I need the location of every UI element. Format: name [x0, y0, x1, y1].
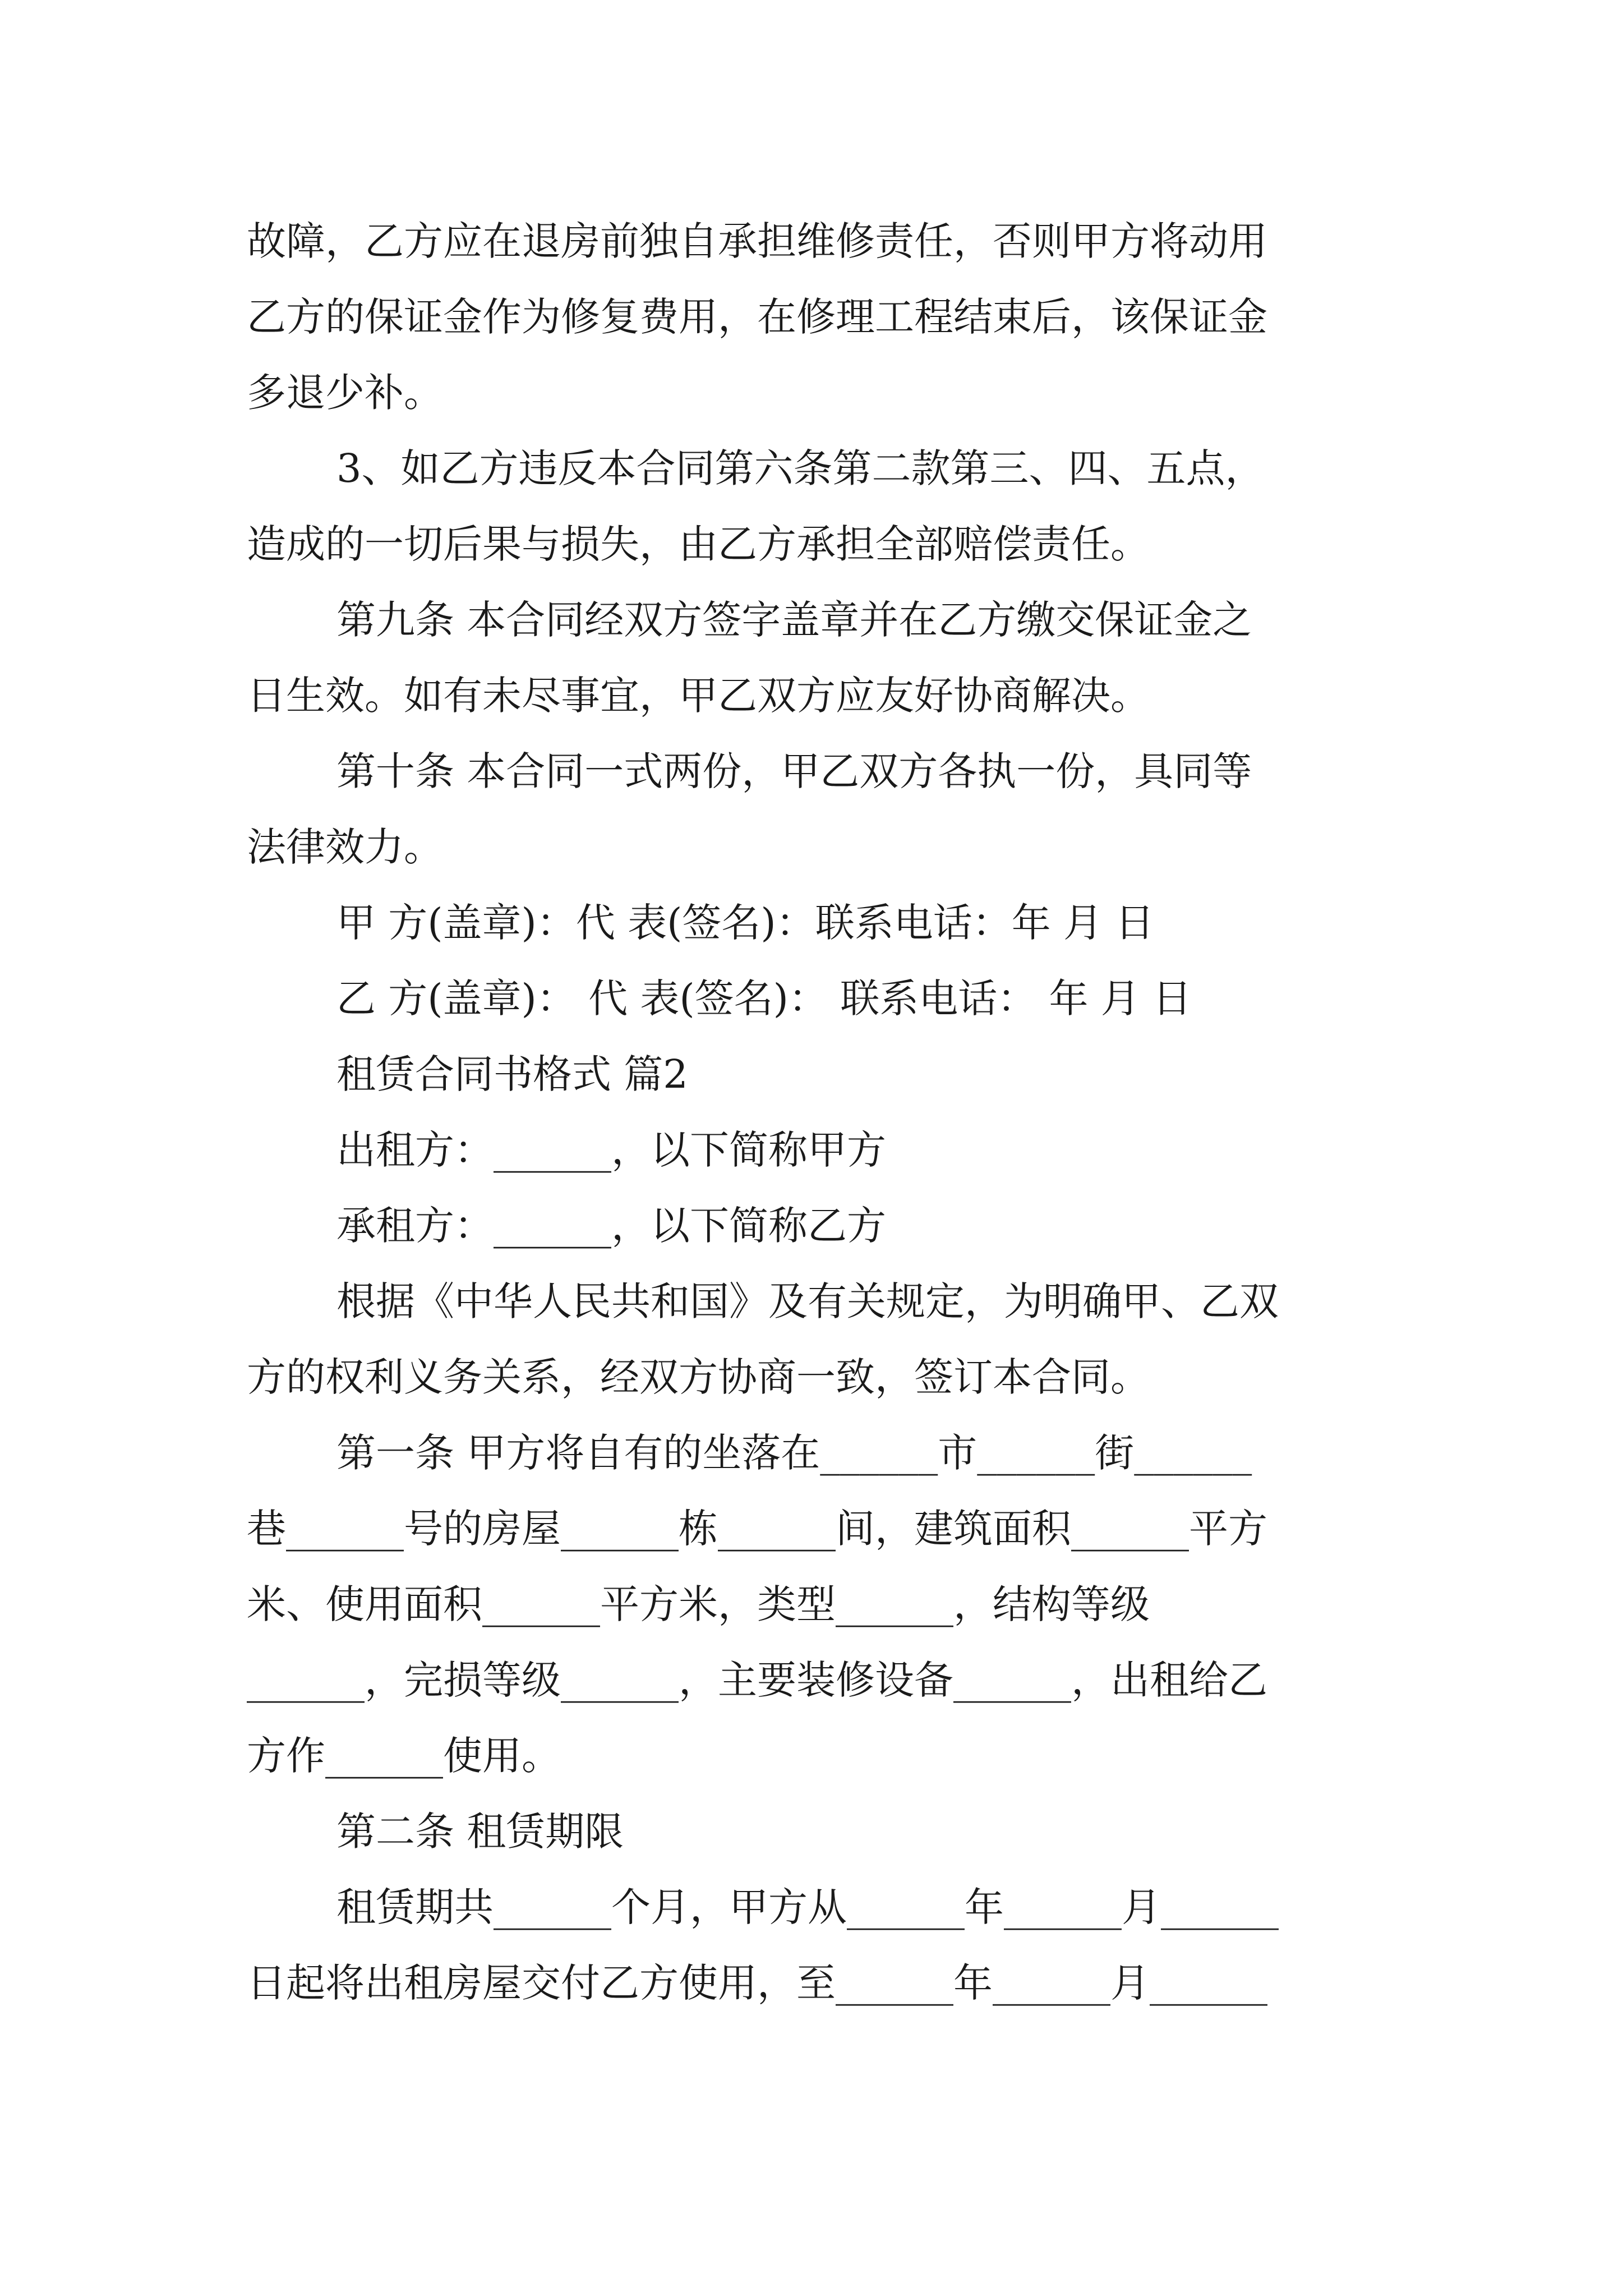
text-line-9: 法律效力。 [247, 824, 443, 870]
text-line-18: 巷______号的房屋______栋______间，建筑面积______平方 [247, 1506, 1267, 1552]
text-line-4: 3、如乙方违反本合同第六条第二款第三、四、五点， [336, 445, 1265, 491]
text-line-7: 日生效。如有未尽事宜，甲乙双方应友好协商解决。 [247, 673, 1150, 719]
text-line-3: 多退少补。 [247, 370, 443, 416]
text-line-6: 第九条 本合同经双方签字盖章并在乙方缴交保证金之 [336, 597, 1252, 643]
signature-line-party-a: 甲 方(盖章)：代 表(签名)：联系电话：年 月 日 [336, 900, 1155, 946]
text-line-2: 乙方的保证金作为修复费用，在修理工程结束后，该保证金 [247, 294, 1267, 340]
text-line-1: 故障，乙方应在退房前独自承担维修责任，否则甲方将动用 [247, 218, 1267, 264]
text-line-19: 米、使用面积______平方米，类型______，结构等级 [247, 1581, 1150, 1627]
text-line-14: 承租方：______，以下简称乙方 [336, 1203, 886, 1249]
text-line-13: 出租方：______，以下简称甲方 [336, 1127, 886, 1173]
text-line-15: 根据《中华人民共和国》及有关规定，为明确甲、乙双 [336, 1278, 1279, 1324]
section-heading: 租赁合同书格式 篇2 [336, 1051, 688, 1097]
signature-line-party-b: 乙 方(盖章)： 代 表(签名)： 联系电话： 年 月 日 [336, 976, 1192, 1022]
text-line-24: 日起将出租房屋交付乙方使用，至______年______月______ [247, 1960, 1267, 2006]
text-line-22: 第二条 租赁期限 [336, 1809, 624, 1855]
text-line-16: 方的权利义务关系，经双方协商一致，签订本合同。 [247, 1354, 1150, 1400]
text-line-21: 方作______使用。 [247, 1733, 561, 1779]
text-line-8: 第十条 本合同一式两份，甲乙双方各执一份，具同等 [336, 748, 1252, 794]
text-line-23: 租赁期共______个月，甲方从______年______月______ [336, 1884, 1279, 1930]
text-line-20: ______，完损等级______，主要装修设备______，出租给乙 [247, 1657, 1267, 1703]
text-line-17: 第一条 甲方将自有的坐落在______市______街______ [336, 1430, 1252, 1476]
text-line-5: 造成的一切后果与损失，由乙方承担全部赔偿责任。 [247, 521, 1150, 567]
